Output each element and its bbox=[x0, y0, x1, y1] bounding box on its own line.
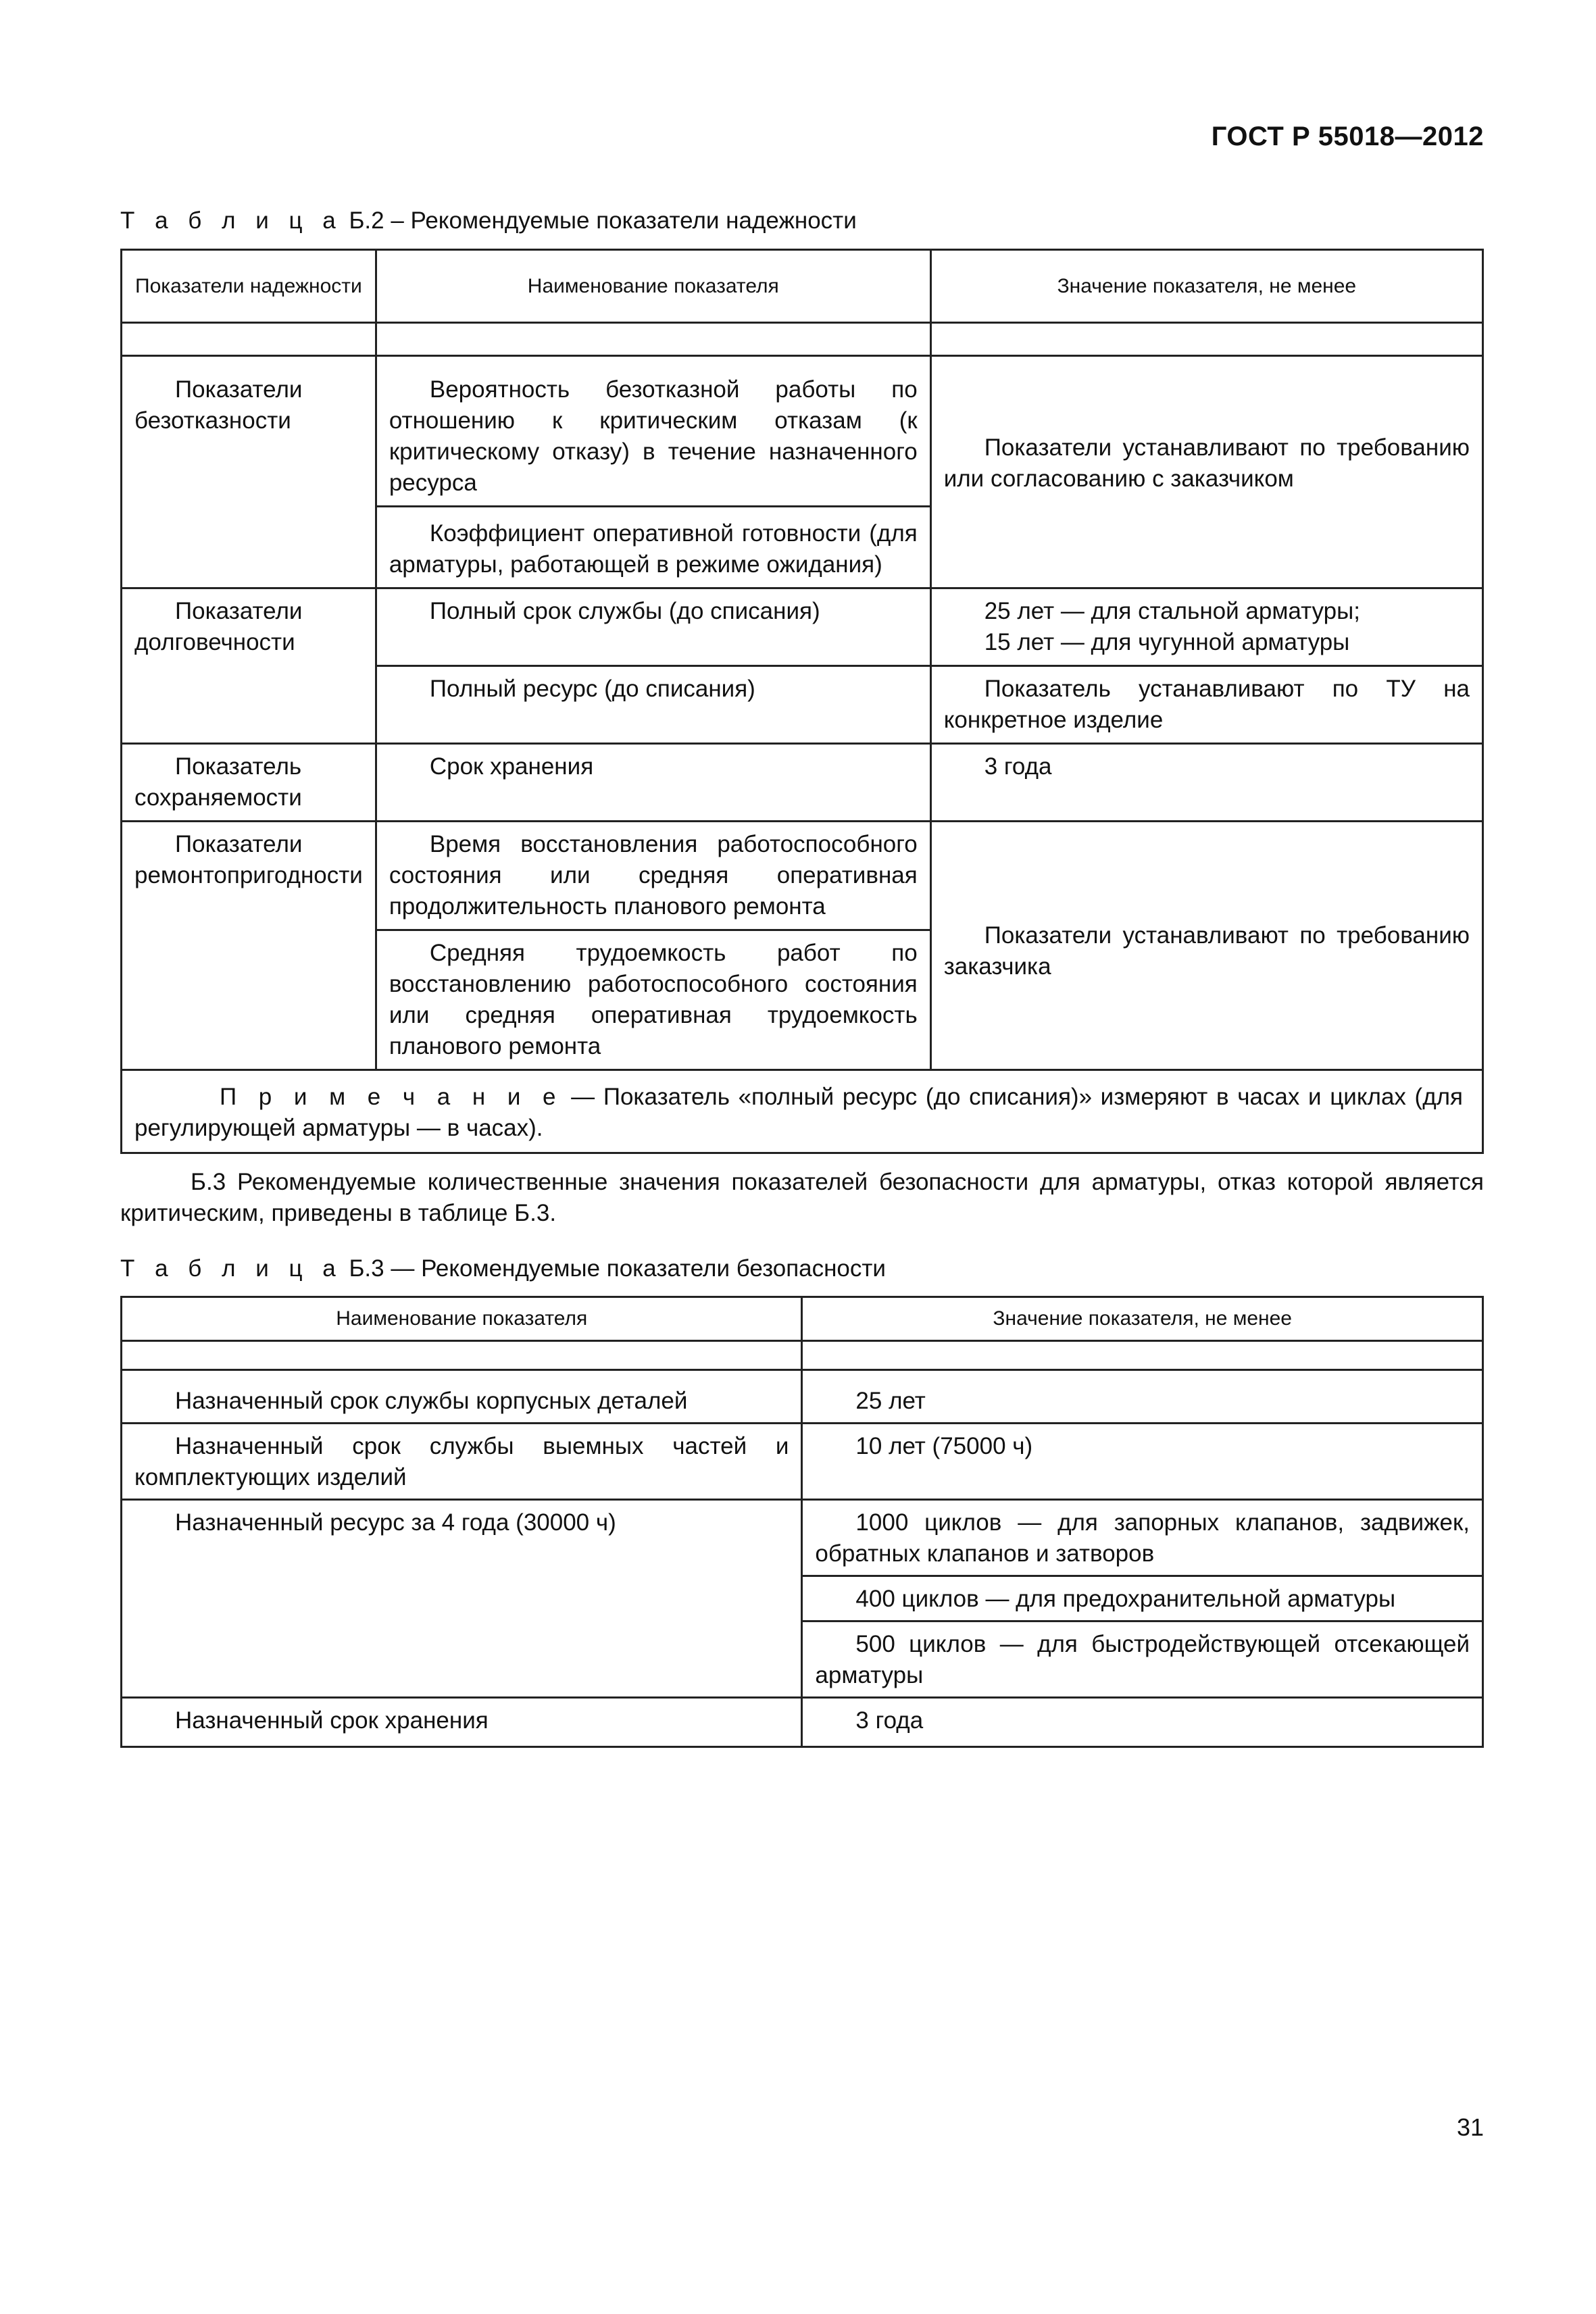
value-cell: 3 года bbox=[802, 1698, 1483, 1747]
table-row bbox=[122, 356, 1483, 507]
table-row bbox=[122, 744, 1483, 822]
value-cell: 400 циклов — для предохранительной арматуры bbox=[802, 1576, 1483, 1621]
column-header-value: Значение показателя, не менее bbox=[930, 250, 1482, 323]
value-cell: Показатель устанавливают по ТУ на конкретное изделие bbox=[930, 666, 1482, 744]
indicator-cell: Средняя трудоемкость работ по восстановлению работоспособного состояния или средняя оперативная трудоемкость планового ремонта bbox=[376, 930, 930, 1070]
indicator-cell: Назначенный ресурс за 4 года (30000 ч) bbox=[122, 1500, 802, 1698]
table-b2-caption-prefix: Т а б л и ц а bbox=[120, 207, 343, 234]
column-header-value: Значение показателя, не менее bbox=[802, 1297, 1483, 1341]
category-cell: Показатели ремонтопригодности bbox=[122, 822, 376, 1070]
note-label: П р и м е ч а н и е bbox=[220, 1084, 563, 1110]
value-cell: Показатели устанавливают по требованию заказчика bbox=[930, 822, 1482, 1070]
table-b2-caption bbox=[120, 207, 857, 234]
document-code: ГОСТ Р 55018—2012 bbox=[1211, 122, 1484, 151]
column-header-indicator: Наименование показателя bbox=[122, 1297, 802, 1341]
indicator-cell: Назначенный срок службы выемных частей и комплектующих изделий bbox=[122, 1424, 802, 1500]
table-row bbox=[122, 1370, 1483, 1424]
table-row bbox=[122, 1500, 1483, 1576]
value-cell bbox=[930, 588, 1482, 666]
table-row bbox=[122, 822, 1483, 930]
table-row bbox=[122, 588, 1483, 666]
category-cell: Показатели безотказности bbox=[122, 356, 376, 588]
indicator-cell: Вероятность безотказной работы по отношению к критическим отказам (к критическому отказу) в течение назначенного ресурса bbox=[376, 356, 930, 507]
column-header-category: Показатели надежности bbox=[122, 250, 376, 323]
table-b3-caption bbox=[120, 1255, 886, 1282]
value-cell: 25 лет bbox=[802, 1370, 1483, 1424]
value-cell: 1000 циклов — для запорных клапанов, задвижек, обратных клапанов и затворов bbox=[802, 1500, 1483, 1576]
value-line: 25 лет — для стальной арматуры; bbox=[984, 598, 1360, 624]
table-b2-caption-text: Б.2 – Рекомендуемые показатели надежности bbox=[342, 207, 857, 234]
table-b3-caption-prefix: Т а б л и ц а bbox=[120, 1255, 343, 1282]
category-cell: Показатели долговечности bbox=[122, 588, 376, 744]
note-text: — Показатель «полный ресурс (до списания)» измеряют в часах и циклах (для регулирующей арматуры — в часах). bbox=[134, 1084, 1464, 1141]
indicator-cell: Срок хранения bbox=[376, 744, 930, 822]
column-header-indicator: Наименование показателя bbox=[376, 250, 930, 323]
table-note bbox=[122, 1070, 1483, 1153]
value-cell: 3 года bbox=[930, 744, 1482, 822]
indicator-cell: Время восстановления работоспособного состояния или средняя оперативная продолжительность планового ремонта bbox=[376, 822, 930, 930]
category-cell: Показатель сохраняемости bbox=[122, 744, 376, 822]
table-b3-caption-text: Б.3 — Рекомендуемые показатели безопасности bbox=[342, 1255, 886, 1282]
table-row bbox=[122, 1698, 1483, 1747]
paragraph-b3: Б.3 Рекомендуемые количественные значения показателей безопасности для арматуры, отказ которой является критическим, приведены в таблице Б.3. bbox=[120, 1169, 1484, 1226]
indicator-cell: Полный срок службы (до списания) bbox=[376, 588, 930, 666]
value-line: 15 лет — для чугунной арматуры bbox=[984, 629, 1350, 655]
value-cell: 500 циклов — для быстродействующей отсекающей арматуры bbox=[802, 1621, 1483, 1698]
table-b2 bbox=[120, 249, 1484, 1154]
indicator-cell: Коэффициент оперативной готовности (для арматуры, работающей в режиме ожидания) bbox=[376, 507, 930, 588]
table-b3 bbox=[120, 1296, 1484, 1748]
page-number: 31 bbox=[1456, 2113, 1484, 2141]
indicator-cell: Назначенный срок хранения bbox=[122, 1698, 802, 1747]
indicator-cell: Полный ресурс (до списания) bbox=[376, 666, 930, 744]
value-cell: 10 лет (75000 ч) bbox=[802, 1424, 1483, 1500]
indicator-cell: Назначенный срок службы корпусных деталей bbox=[122, 1370, 802, 1424]
table-row bbox=[122, 1424, 1483, 1500]
table-note-row bbox=[122, 1070, 1483, 1153]
value-cell: Показатели устанавливают по требованию или согласованию с заказчиком bbox=[930, 356, 1482, 588]
